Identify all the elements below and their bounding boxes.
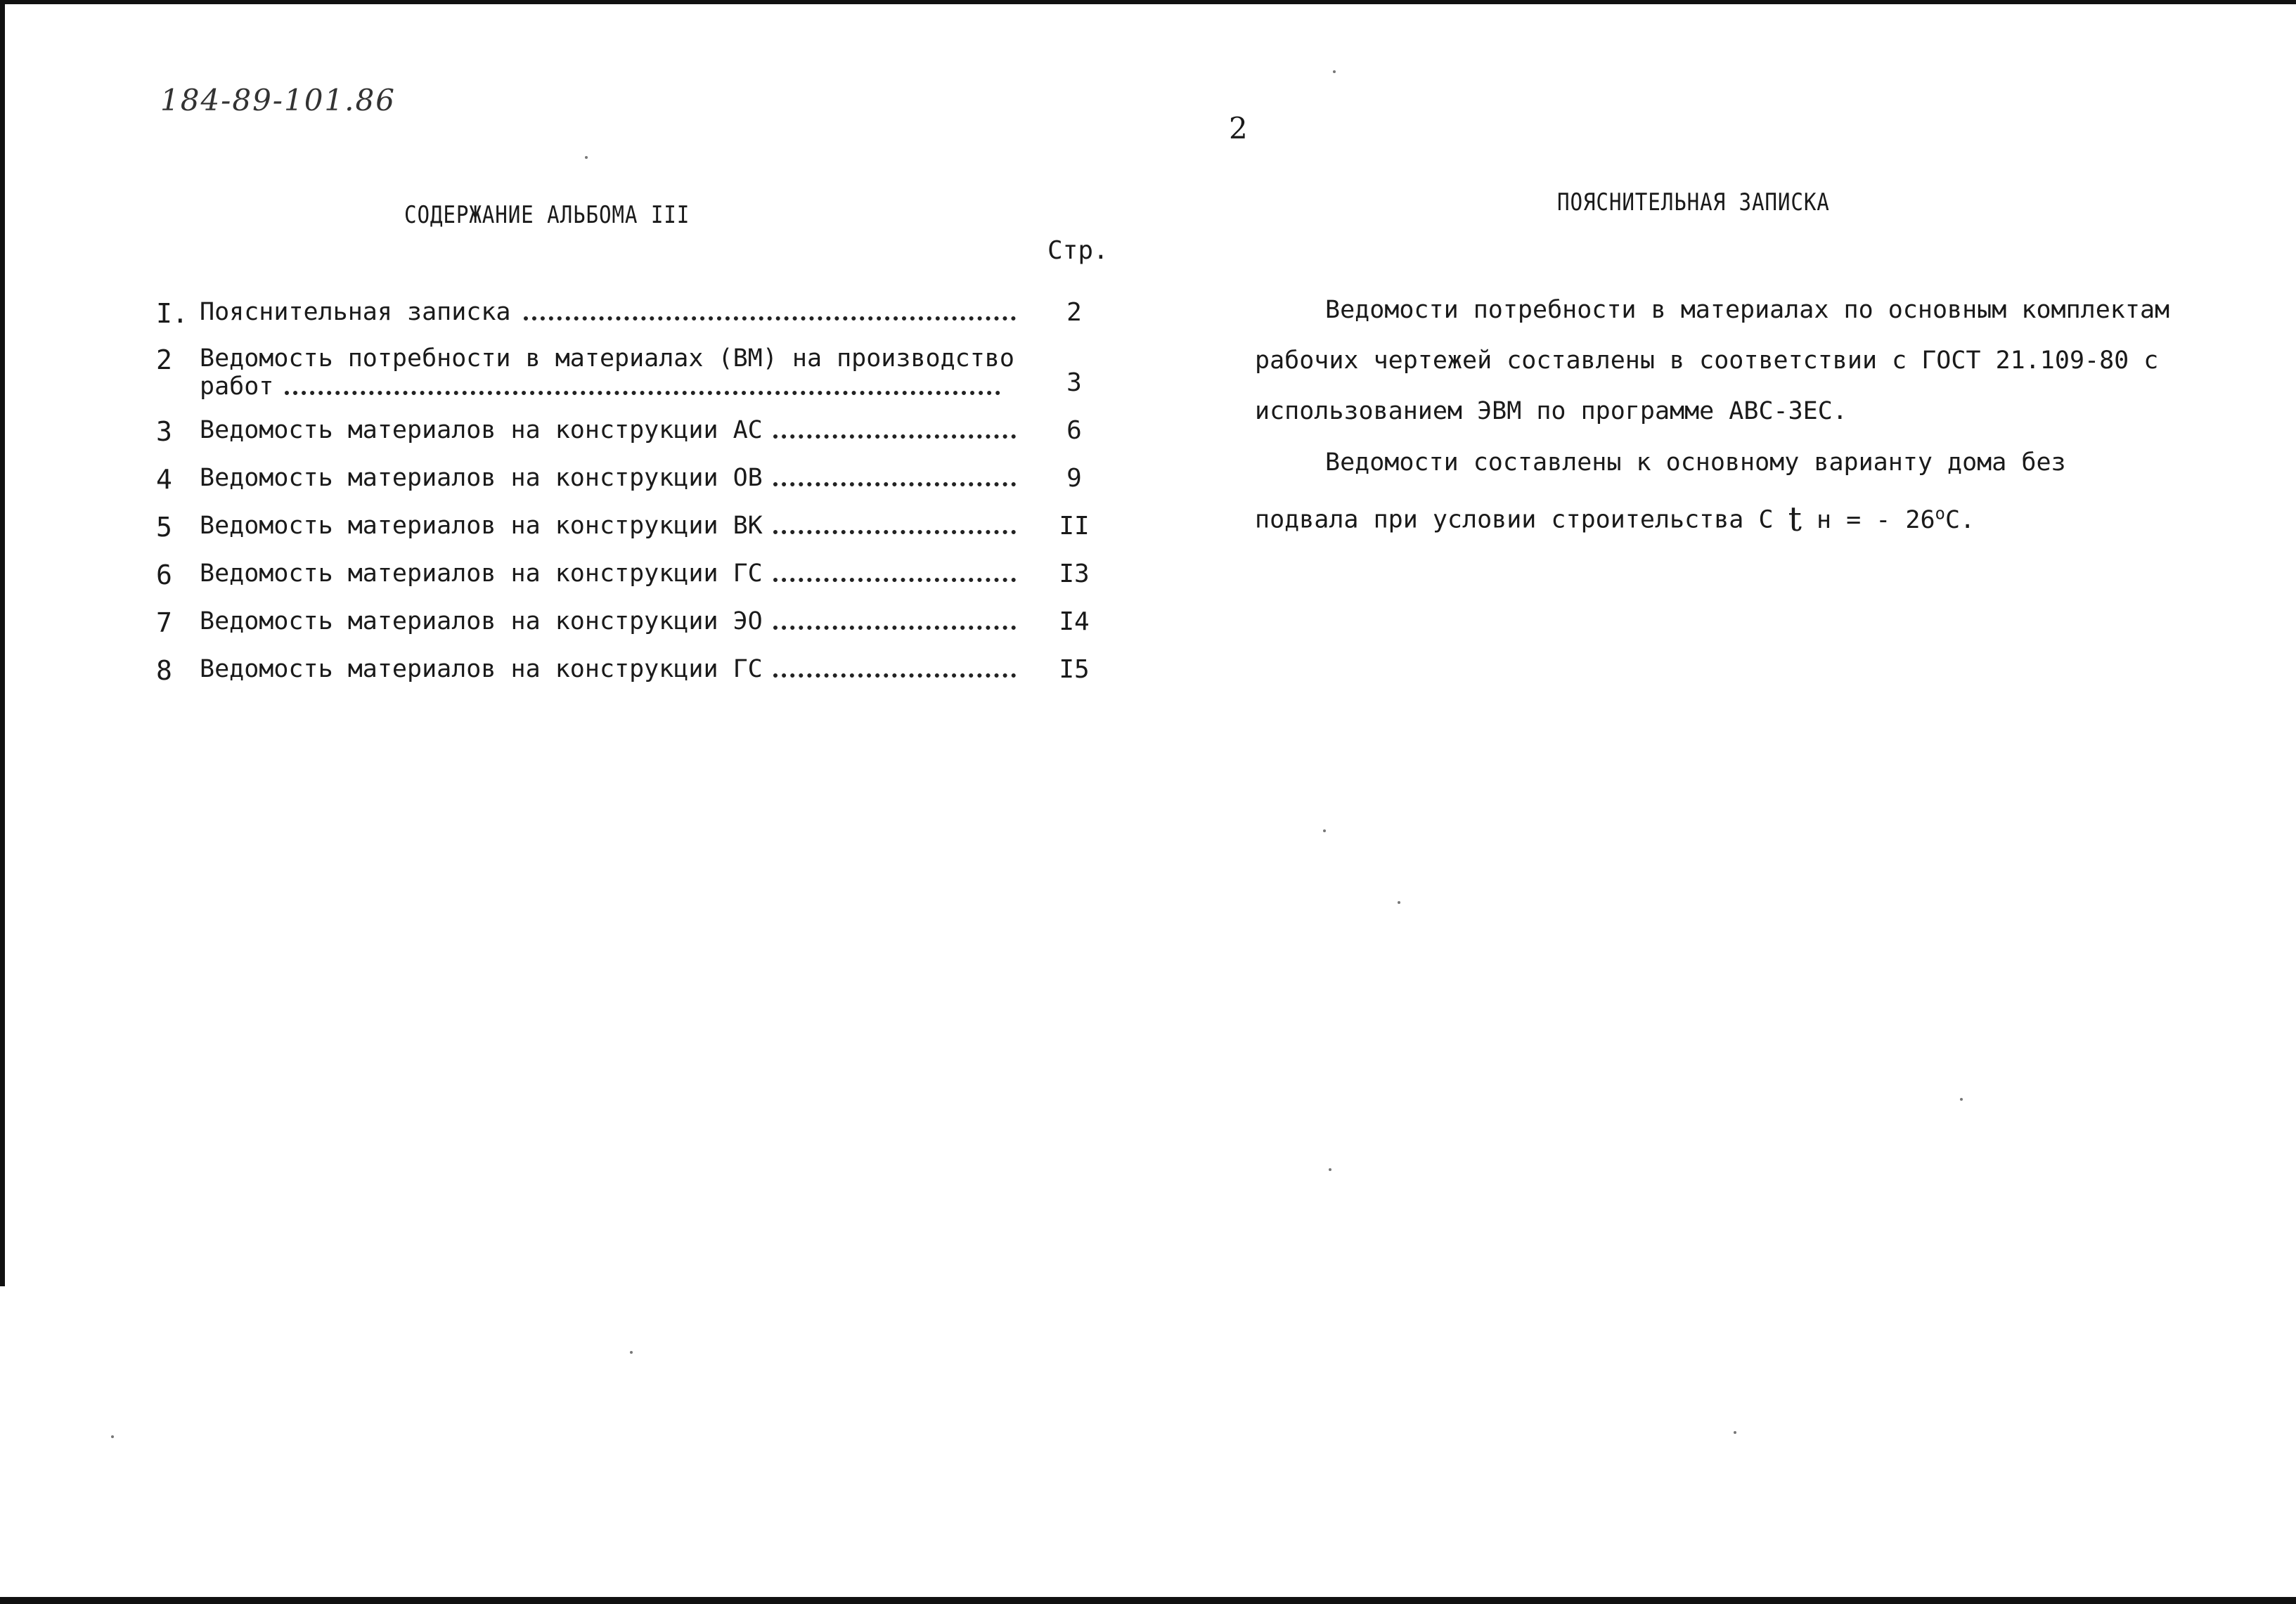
page-number: 2 [1229,111,1248,145]
formula-unit: С. [1945,505,1975,534]
scan-speck [1329,1168,1331,1171]
toc-item-number: 8 [156,655,172,686]
toc-item [0,344,1125,422]
note-paragraph [1255,285,2183,436]
toc-page-column-label: Стр. [1047,236,1109,265]
toc-item-text: Ведомость материалов на конструкции ВК [200,512,763,540]
note-paragraph-2-text: Ведомости составлены к основному варианту дома без подвала при условии строительства С [1255,448,2066,534]
toc-item-page: I4 [1059,607,1090,636]
toc-item-text: Ведомость материалов на конструкции ОВ [200,464,763,492]
leader-dots [773,526,1016,534]
toc-title: СОДЕРЖАНИЕ АЛЬБОМА III [404,201,690,229]
toc-item-number: 3 [156,416,172,447]
toc-item-page: 3 [1066,368,1082,397]
scan-speck [585,156,588,159]
toc-item-number: 6 [156,560,172,590]
leader-dots [773,669,1016,678]
scan-edge-top [0,0,2296,4]
toc-item-text: Пояснительная записка [200,298,511,326]
formula-value: н = - 26 [1816,505,1935,534]
toc-item [0,464,1125,509]
toc-item [0,560,1125,604]
toc-item [0,416,1125,461]
degree-sign: o [1935,503,1945,523]
note-paragraph-1-text: Ведомости потребности в материалах по основным комплектам рабочих чертежей составлены в соответствии с ГОСТ 21.109-80 с использованием ЭВМ по программе АВС-3ЕС. [1255,296,2170,425]
toc-item-number: I. [156,298,188,329]
toc-item-number: 5 [156,512,172,543]
toc-item [0,298,1125,343]
scan-speck [1398,901,1400,904]
toc-item-text: Ведомость материалов на конструкции ГС [200,560,763,588]
temperature-formula [1788,499,1975,539]
scan-edge-bottom [0,1597,2296,1604]
temperature-symbol: t [1788,499,1802,539]
toc-item-page: II [1059,512,1090,541]
toc-item-text: Ведомость потребности в материалах (ВМ) на производство [200,344,1014,373]
toc-item-number: 7 [156,607,172,638]
note-paragraph [1255,437,2183,545]
scan-speck [630,1351,633,1354]
toc-item-page: I3 [1059,560,1090,588]
handwritten-document-code: 184-89-101.86 [160,83,396,117]
leader-dots [285,387,1000,395]
toc-item-page: 9 [1066,464,1082,493]
toc-item-text: Ведомость материалов на конструкции АС [200,416,763,444]
leader-dots [524,312,1016,321]
scan-speck [1734,1431,1736,1434]
note-title: ПОЯСНИТЕЛЬНАЯ ЗАПИСКА [1557,188,1830,216]
toc-item-number: 4 [156,464,172,495]
toc-item [0,512,1125,557]
toc-item-page: 6 [1066,416,1082,445]
scan-speck [1333,70,1336,73]
leader-dots [773,430,1016,439]
scan-speck [111,1435,114,1438]
toc-item-text: Ведомость материалов на конструкции ЭО [200,607,763,635]
toc-item-number: 2 [156,344,172,375]
toc-item-page: I5 [1059,655,1090,684]
toc-item [0,655,1125,700]
leader-dots [773,621,1016,630]
leader-dots [773,478,1016,486]
scan-speck [1960,1098,1963,1101]
toc-item-text: Ведомость материалов на конструкции ГС [200,655,763,683]
toc-item-text-continued: работ [200,373,274,401]
toc-item [0,607,1125,652]
toc-item-page: 2 [1066,298,1082,327]
scan-speck [1323,829,1326,832]
leader-dots [773,574,1016,582]
